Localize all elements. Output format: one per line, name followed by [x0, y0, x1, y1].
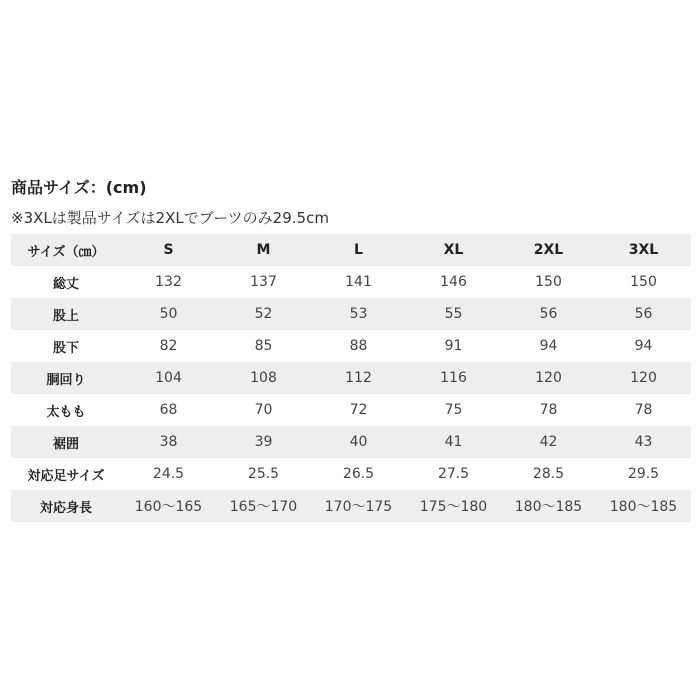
table-cell: 137 [250, 274, 277, 290]
row-label: 股上 [11, 298, 121, 330]
header-corner: サイズ（㎝） [11, 234, 121, 266]
table-cell: 112 [311, 362, 406, 394]
table-cell: 78 [539, 402, 558, 418]
table-cell: 78 [634, 402, 653, 418]
row-label: 対応足サイズ [27, 468, 105, 484]
table-cell: 52 [216, 298, 311, 330]
column-header-l: L [311, 234, 406, 266]
table-cell: 108 [216, 362, 311, 394]
table-cell: 104 [121, 362, 216, 394]
table-row [11, 330, 691, 362]
size-note: ※3XLは製品サイズは2XLでブーツのみ29.5cm [11, 209, 329, 227]
column-header-3xl: 3XL [596, 234, 691, 266]
table-cell: 27.5 [437, 466, 470, 482]
table-cell: 56 [501, 298, 596, 330]
table-cell: 75 [444, 402, 463, 418]
row-label: 総丈 [52, 276, 79, 292]
table-cell: 94 [539, 338, 558, 354]
column-header-m: M [216, 234, 311, 266]
table-cell: 24.5 [152, 466, 185, 482]
table-cell: 175～180 [406, 490, 501, 522]
table-row [11, 394, 691, 426]
table-cell: 120 [596, 362, 691, 394]
table-cell: 25.5 [247, 466, 280, 482]
table-cell: 26.5 [342, 466, 375, 482]
table-cell: 72 [349, 402, 368, 418]
table-cell: 70 [254, 402, 273, 418]
table-cell: 40 [311, 426, 406, 458]
table-cell: 146 [440, 274, 467, 290]
table-cell: 28.5 [532, 466, 565, 482]
table-cell: 38 [121, 426, 216, 458]
row-label: 太もも [46, 404, 86, 420]
table-cell: 165～170 [216, 490, 311, 522]
table-row [11, 266, 691, 298]
table-cell: 180～185 [501, 490, 596, 522]
table-cell: 53 [311, 298, 406, 330]
table-cell: 88 [349, 338, 368, 354]
column-header-2xl: 2XL [501, 234, 596, 266]
table-cell: 82 [159, 338, 178, 354]
row-label: 裾囲 [11, 426, 121, 458]
table-cell: 41 [406, 426, 501, 458]
table-cell: 170～175 [311, 490, 406, 522]
table-row [11, 458, 691, 490]
table-cell: 141 [345, 274, 372, 290]
table-cell: 55 [406, 298, 501, 330]
table-cell: 39 [216, 426, 311, 458]
table-cell: 56 [596, 298, 691, 330]
table-cell: 29.5 [627, 466, 660, 482]
table-row [11, 426, 691, 458]
table-row [11, 298, 691, 330]
table-row [11, 362, 691, 394]
table-cell: 150 [535, 274, 562, 290]
row-label: 対応身長 [11, 490, 121, 522]
table-header-row [11, 234, 691, 266]
table-cell: 116 [406, 362, 501, 394]
table-cell: 43 [596, 426, 691, 458]
table-cell: 150 [630, 274, 657, 290]
table-row [11, 490, 691, 522]
table-cell: 50 [121, 298, 216, 330]
table-cell: 180～185 [596, 490, 691, 522]
size-table [11, 234, 691, 522]
row-label: 胴回り [11, 362, 121, 394]
table-cell: 94 [634, 338, 653, 354]
table-cell: 85 [254, 338, 273, 354]
column-header-s: S [121, 234, 216, 266]
table-cell: 120 [501, 362, 596, 394]
table-cell: 42 [501, 426, 596, 458]
table-cell: 160～165 [121, 490, 216, 522]
row-label: 股下 [52, 340, 79, 356]
column-header-xl: XL [406, 234, 501, 266]
page-title: 商品サイズ：(cm) [11, 178, 147, 197]
table-cell: 91 [444, 338, 463, 354]
table-cell: 132 [155, 274, 182, 290]
table-cell: 68 [159, 402, 178, 418]
